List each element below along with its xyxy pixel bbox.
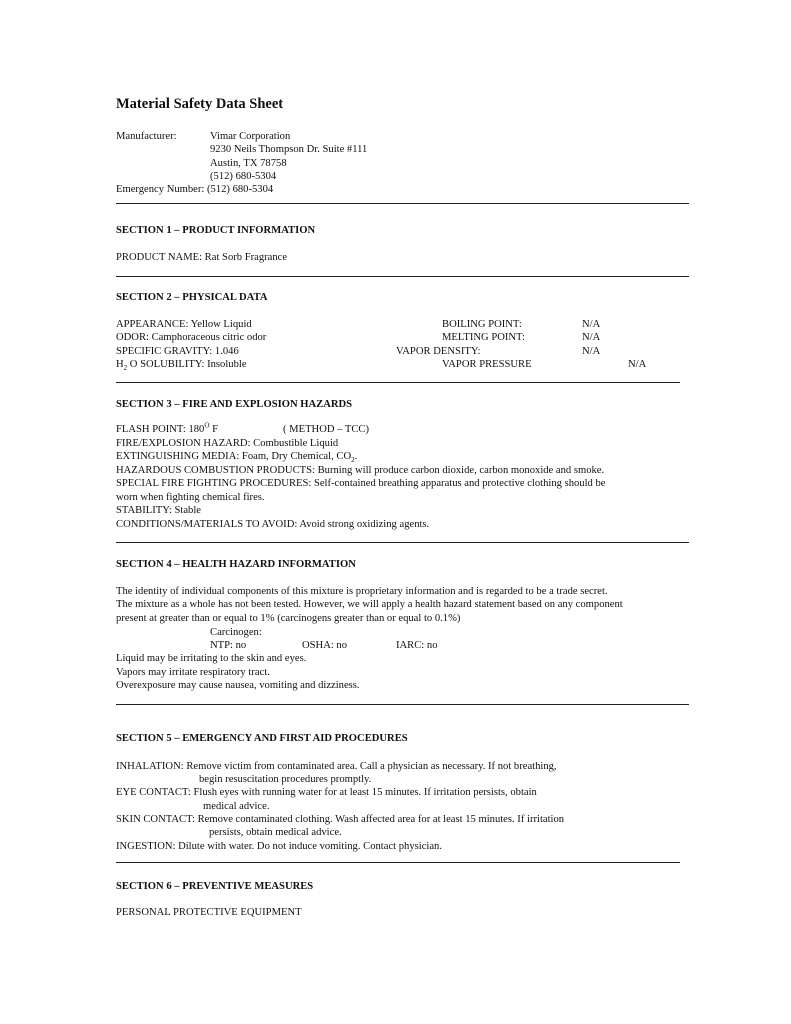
vapor-density-label: VAPOR DENSITY: bbox=[396, 346, 481, 357]
health-text-line6: Overexposure may cause nausea, vomiting and dizziness. bbox=[116, 680, 360, 691]
skin-contact-cont: persists, obtain medical advice. bbox=[209, 827, 342, 838]
flash-point-method: ( METHOD – TCC) bbox=[283, 424, 370, 435]
special-fire-fighting-procedures-cont: worn when fighting chemical fires. bbox=[116, 492, 265, 503]
special-fire-fighting-procedures: SPECIAL FIRE FIGHTING PROCEDURES: Self-contained breathing apparatus and protective clothing should be bbox=[116, 478, 606, 489]
inhalation: INHALATION: Remove victim from contaminated area. Call a physician as necessary. If not breathing, bbox=[116, 761, 557, 772]
boiling-point-value: N/A bbox=[582, 319, 601, 330]
melting-point-value: N/A bbox=[582, 332, 601, 343]
health-text-line4: Liquid may be irritating to the skin and eyes. bbox=[116, 653, 307, 664]
carcinogen-ntp: NTP: no bbox=[210, 640, 247, 651]
stability: STABILITY: Stable bbox=[116, 505, 201, 516]
boiling-point-label: BOILING POINT: bbox=[442, 319, 522, 330]
divider-rule bbox=[116, 704, 689, 705]
personal-protective-equipment: PERSONAL PROTECTIVE EQUIPMENT bbox=[116, 907, 302, 918]
specific-gravity: SPECIFIC GRAVITY: 1.046 bbox=[116, 346, 239, 357]
carcinogen-osha: OSHA: no bbox=[302, 640, 348, 651]
eye-contact-cont: medical advice. bbox=[203, 801, 270, 812]
emergency-number: Emergency Number: (512) 680-5304 bbox=[116, 184, 274, 195]
product-name: PRODUCT NAME: Rat Sorb Fragrance bbox=[116, 252, 288, 263]
odor: ODOR: Camphoraceous citric odor bbox=[116, 332, 267, 343]
section-5-heading: SECTION 5 – EMERGENCY AND FIRST AID PROCEDURES bbox=[116, 733, 408, 744]
manufacturer-phone: (512) 680-5304 bbox=[210, 171, 277, 182]
flash-point: FLASH POINT: $180^O$ F bbox=[116, 421, 218, 435]
health-text-line1: The identity of individual components of this mixture is proprietary information and is regarded to be a trade secret. bbox=[116, 586, 608, 597]
divider-rule bbox=[116, 276, 689, 277]
fire-explosion-hazard: FIRE/EXPLOSION HAZARD: Combustible Liquid bbox=[116, 438, 339, 449]
health-text-line3: present at greater than or equal to 1% (carcinogens greater than or equal to 0.1%) bbox=[116, 613, 461, 624]
health-text-line2: The mixture as a whole has not been tested. However, we will apply a health hazard statement based on any component bbox=[116, 599, 623, 610]
conditions-to-avoid: CONDITIONS/MATERIALS TO AVOID: Avoid strong oxidizing agents. bbox=[116, 519, 430, 530]
section-6-heading: SECTION 6 – PREVENTIVE MEASURES bbox=[116, 881, 314, 892]
vapor-pressure-value: N/A bbox=[628, 359, 647, 370]
divider-rule bbox=[116, 862, 680, 863]
manufacturer-address-line1: 9230 Neils Thompson Dr. Suite #111 bbox=[210, 144, 368, 155]
carcinogen-label: Carcinogen: bbox=[210, 627, 262, 638]
vapor-pressure-label: VAPOR PRESSURE bbox=[442, 359, 532, 370]
section-4-heading: SECTION 4 – HEALTH HAZARD INFORMATION bbox=[116, 559, 356, 570]
divider-rule bbox=[116, 542, 689, 543]
section-1-heading: SECTION 1 – PRODUCT INFORMATION bbox=[116, 225, 316, 236]
carcinogen-iarc: IARC: no bbox=[396, 640, 438, 651]
section-3-heading: SECTION 3 – FIRE AND EXPLOSION HAZARDS bbox=[116, 399, 353, 410]
inhalation-cont: begin resuscitation procedures promptly. bbox=[199, 774, 372, 785]
hazardous-combustion-products: HAZARDOUS COMBUSTION PRODUCTS: Burning will produce carbon dioxide, carbon monoxide and smoke. bbox=[116, 465, 605, 476]
manufacturer-label: Manufacturer: bbox=[116, 131, 177, 142]
skin-contact: SKIN CONTACT: Remove contaminated clothing. Wash affected area for at least 15 minutes. If irritation bbox=[116, 814, 565, 825]
water-solubility: $H_2$ O SOLUBILITY: Insoluble bbox=[116, 359, 247, 373]
divider-rule bbox=[116, 203, 689, 204]
eye-contact: EYE CONTACT: Flush eyes with running water for at least 15 minutes. If irritation persists, obtain bbox=[116, 787, 537, 798]
vapor-density-value: N/A bbox=[582, 346, 601, 357]
health-text-line5: Vapors may irritate respiratory tract. bbox=[116, 667, 270, 678]
document-title: Material Safety Data Sheet bbox=[116, 96, 284, 112]
appearance: APPEARANCE: Yellow Liquid bbox=[116, 319, 252, 330]
ingestion: INGESTION: Dilute with water. Do not induce vomiting. Contact physician. bbox=[116, 841, 443, 852]
divider-rule bbox=[116, 382, 680, 383]
melting-point-label: MELTING POINT: bbox=[442, 332, 525, 343]
extinguishing-media: EXTINGUISHING MEDIA: Foam, Dry Chemical, $CO_2$. bbox=[116, 451, 358, 465]
manufacturer-name: Vimar Corporation bbox=[210, 131, 291, 142]
manufacturer-address-line2: Austin, TX 78758 bbox=[210, 158, 287, 169]
section-2-heading: SECTION 2 – PHYSICAL DATA bbox=[116, 292, 268, 303]
